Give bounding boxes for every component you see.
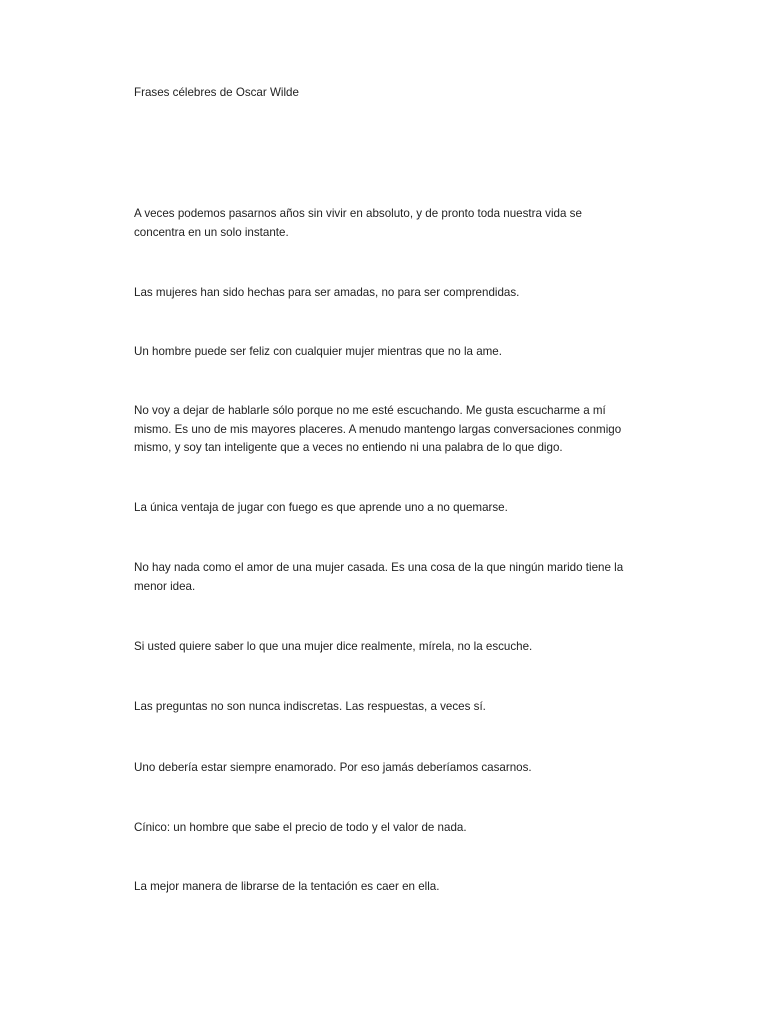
quote-paragraph: Las mujeres han sido hechas para ser amadas, no para ser comprendidas. — [134, 286, 520, 299]
document-title: Frases célebres de Oscar Wilde — [134, 86, 299, 99]
quote-paragraph: No hay nada como el amor de una mujer casada. Es una cosa de la que ningún marido tiene la menor idea. — [134, 561, 627, 593]
quote-paragraph: Uno debería estar siempre enamorado. Por eso jamás deberíamos casarnos. — [134, 761, 532, 774]
quote-paragraph: A veces podemos pasarnos años sin vivir en absoluto, y de pronto toda nuestra vida se concentra en un solo instante. — [134, 207, 586, 239]
quote-paragraph: Las preguntas no son nunca indiscretas. Las respuestas, a veces sí. — [134, 700, 486, 713]
quote-paragraph: Cínico: un hombre que sabe el precio de todo y el valor de nada. — [134, 821, 467, 834]
quote-paragraph: La única ventaja de jugar con fuego es que aprende uno a no quemarse. — [134, 501, 508, 514]
quote-paragraph: No voy a dejar de hablarle sólo porque no me esté escuchando. Me gusta escucharme a mí mismo. Es uno de mis mayores placeres. A menudo mantengo largas conversaciones conmigo mismo, y soy tan inteligente que a veces no entiendo ni una palabra de lo que digo. — [134, 404, 625, 455]
quote-paragraph: La mejor manera de librarse de la tentación es caer en ella. — [134, 880, 440, 893]
quote-paragraph: Un hombre puede ser feliz con cualquier mujer mientras que no la ame. — [134, 345, 502, 358]
quote-paragraph: Si usted quiere saber lo que una mujer dice realmente, mírela, no la escuche. — [134, 640, 533, 653]
